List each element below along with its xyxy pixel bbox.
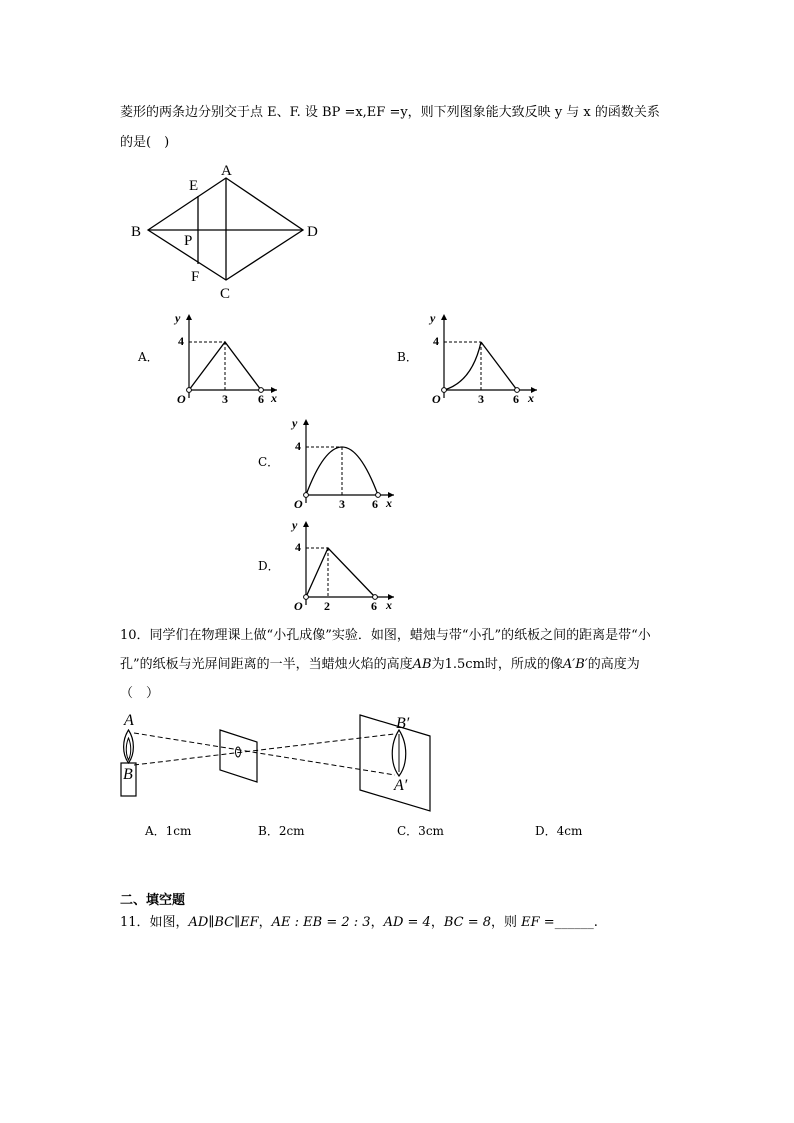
- origin-label: O: [177, 392, 186, 406]
- section-title-fill-in: 二、填空题: [120, 893, 186, 908]
- tick-x2: 6: [258, 392, 264, 406]
- origin-label: O: [294, 599, 303, 613]
- label-b-prime: B′: [396, 715, 410, 732]
- q10-choice-c: C．3cm: [397, 824, 444, 838]
- q11-end: .: [593, 915, 598, 930]
- q10-choice-d: D．4cm: [535, 824, 583, 838]
- q10-choice-b: B．2cm: [258, 824, 305, 838]
- tick-x1: 2: [324, 599, 330, 613]
- axis-y-label: y: [292, 518, 298, 532]
- q10-text-part-b: 为1.5cm时，所成的像: [431, 657, 563, 672]
- q10-choice-a: A．1cm: [145, 824, 192, 838]
- tick-x1: 3: [478, 392, 484, 406]
- q10-text-part-a: 孔”的纸板与光屏间距离的一半，当蜡烛火焰的高度: [120, 657, 413, 672]
- pinhole-figure: [112, 708, 442, 820]
- axis-y-label: y: [175, 311, 181, 325]
- tick-x2: 6: [372, 497, 378, 511]
- q9-option-d-label: D．: [258, 559, 280, 573]
- q10-text-part-c: 的高度为: [587, 657, 640, 672]
- q11-sep: ，: [430, 915, 444, 930]
- q9-option-b-label: B．: [397, 350, 418, 364]
- label-a: A: [221, 163, 232, 179]
- q11-sep: ，: [258, 915, 272, 930]
- q11-expr-ratio: AE : EB = 2 : 3: [271, 915, 371, 930]
- q11-sep: ，: [370, 915, 384, 930]
- label-e: E: [189, 178, 199, 194]
- q11-text: [120, 914, 598, 932]
- q9-text-line2: 的是( ): [120, 135, 170, 150]
- tick-x1: 3: [339, 497, 345, 511]
- option-b-graph: [427, 310, 542, 410]
- q9-text-line1: 菱形的两条边分别交于点 E、F. 设 BP =x,EF =y，则下列图象能大致反映 y 与 x 的函数关系: [120, 105, 660, 120]
- q11-expr-ad: AD = 4: [383, 915, 431, 930]
- tick-x2: 6: [371, 599, 377, 613]
- q11-expr-bc: BC = 8: [443, 915, 492, 930]
- axis-x-label: x: [271, 391, 277, 405]
- axis-x-label: x: [386, 496, 392, 510]
- var-ab: AB: [412, 657, 432, 672]
- tick-y: 4: [178, 334, 184, 348]
- q11-answer-blank[interactable]: ______: [554, 915, 594, 930]
- axis-y-label: y: [292, 416, 298, 430]
- q11-prefix: 11．如图，: [120, 915, 189, 930]
- axis-x-label: x: [528, 391, 534, 405]
- q11-expr-ef: EF =: [521, 915, 555, 930]
- label-d: D: [307, 224, 318, 240]
- option-c-graph: [289, 415, 404, 515]
- var-a-prime-b-prime: A′B′: [562, 657, 588, 672]
- tick-x1: 3: [222, 392, 228, 406]
- axis-x-label: x: [386, 598, 392, 612]
- q11-expr-parallel: AD∥BC∥EF: [188, 915, 259, 930]
- q10-text-line1: 10．同学们在物理课上做“小孔成像”实验．如图，蜡烛与带“小孔”的纸板之间的距离是带“小: [120, 628, 651, 643]
- rhombus-figure: [125, 158, 335, 303]
- tick-y: 4: [295, 540, 301, 554]
- label-p: P: [184, 233, 193, 249]
- q9-option-c-label: C．: [258, 455, 280, 469]
- q11-sep: ，则: [491, 915, 522, 930]
- q10-text-line2: [120, 656, 640, 674]
- tick-y: 4: [433, 334, 439, 348]
- label-b: B: [131, 224, 142, 240]
- origin-label: O: [294, 497, 303, 511]
- label-b: B: [123, 766, 133, 783]
- q9-option-a-label: A．: [138, 350, 159, 364]
- tick-x2: 6: [513, 392, 519, 406]
- option-a-graph: [172, 310, 287, 410]
- axis-y-label: y: [430, 311, 436, 325]
- label-f: F: [191, 269, 200, 285]
- origin-label: O: [432, 392, 441, 406]
- option-d-graph: [289, 517, 404, 617]
- tick-y: 4: [295, 439, 301, 453]
- q10-text-line3: （ ）: [120, 686, 160, 701]
- label-a-prime: A′: [394, 777, 408, 794]
- label-c: C: [220, 286, 231, 302]
- label-a: A: [124, 712, 134, 729]
